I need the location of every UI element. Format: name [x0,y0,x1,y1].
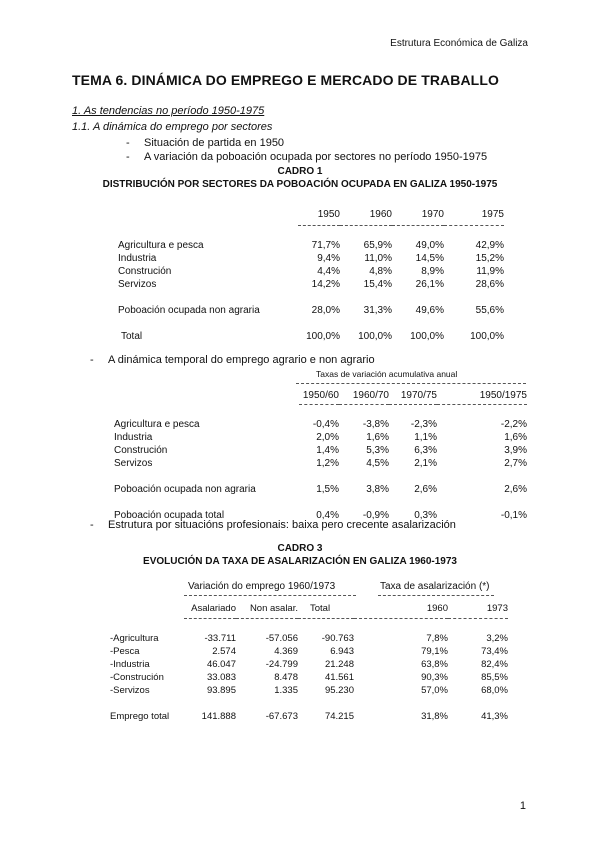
cell: 73,4% [481,645,508,657]
table1-year: 1975 [444,205,504,225]
cell: -67.673 [265,710,298,722]
cell: 2.574 [212,645,236,657]
table2 [114,388,527,522]
page-title: TEMA 6. DINÁMICA DO EMPREGO E MERCADO DE TRABALLO [72,72,499,88]
cell: 1,1% [414,431,437,443]
table-row [110,684,508,697]
cell: 63,8% [421,658,448,670]
table-row [118,330,504,343]
section-heading-1: 1. As tendencias no período 1950-1975 [72,105,265,117]
row-label: Total [121,330,143,342]
row-label: -Servizos [110,684,150,696]
cell: 1,6% [366,431,389,443]
cell: 49,6% [415,304,444,316]
cell: 6.943 [330,645,354,657]
table1-year: 1960 [340,205,392,225]
row-label: -Agricultura [110,632,159,644]
cell: 31,3% [363,304,392,316]
table2-period: 1970/75 [389,388,437,404]
cell: 2,1% [414,457,437,469]
cell: 4,8% [369,265,392,277]
cell: 8.478 [274,671,298,683]
cell: 74.215 [324,710,354,722]
cell: 100,0% [306,330,340,342]
row-label: Poboación ocupada total [114,509,225,521]
cell: 15,4% [363,278,392,290]
cell: 41,3% [481,710,508,722]
table2-period: 1960/70 [339,388,389,404]
row-label: Poboación ocupada non agraria [118,304,260,316]
cell: 8,9% [421,265,444,277]
row-label: Construción [118,265,172,277]
bullet-text: A variación da poboación ocupada por sectores no período 1950-1975 [144,151,488,163]
table3 [110,600,508,723]
table1-year: 1950 [298,205,340,225]
table-row [114,431,527,444]
row-label: Servizos [114,457,153,469]
row-label: Servizos [118,278,157,290]
bullet-text: Situación de partida en 1950 [144,137,285,149]
cell: -0,9% [362,509,389,521]
table-row [110,710,508,723]
cell: 3,9% [504,444,527,456]
cell: -2,3% [410,418,437,430]
row-label: Agricultura e pesca [118,239,204,251]
row-label: Poboación ocupada non agraria [114,483,256,495]
table-row [110,645,508,658]
cell: 15,2% [475,252,504,264]
row-label: Emprego total [110,710,170,722]
table1-year: 1970 [392,205,444,225]
row-label: Construción [114,444,168,456]
row-label: Industria [114,431,153,443]
table3-col: 1973 [448,600,508,618]
divider [296,383,526,384]
cell: 14,5% [415,252,444,264]
cell: 55,6% [475,304,504,316]
table-row [118,265,504,278]
cell: 6,3% [414,444,437,456]
table3-col: Asalariado [184,600,236,618]
cell: -24.799 [265,658,298,670]
section-heading-1-1: 1.1. A dinámica do emprego por sectores [72,121,273,133]
cell: 11,9% [476,265,504,277]
cell: 82,4% [481,658,508,670]
cell: -0,1% [500,509,527,521]
cell: 1,4% [316,444,339,456]
table-row [114,418,527,431]
cell: 65,9% [363,239,392,251]
running-header: Estrutura Económica de Galiza [390,38,528,49]
cell: -0,4% [312,418,339,430]
table3-label: CADRO 3 [277,543,323,554]
cell: 3,8% [366,483,389,495]
table3-col: 1960 [354,600,448,618]
table-row [114,444,527,457]
cell: 2,7% [504,457,527,469]
row-label: Agricultura e pesca [114,418,200,430]
cell: -33.711 [204,632,236,644]
table-row [110,671,508,684]
table1-title: DISTRIBUCIÓN POR SECTORES DA POBOACIÓN OCUPADA EN GALIZA 1950-1975 [102,179,498,190]
table-row [114,457,527,470]
cell: 21.248 [324,658,354,670]
table2-period: 1950/1975 [437,388,527,404]
cell: 49,0% [415,239,444,251]
cell: 11,0% [364,252,392,264]
page-number: 1 [519,800,526,812]
cell: 28,0% [311,304,340,316]
cell: 71,7% [311,239,340,251]
divider [378,595,494,596]
cell: 100,0% [410,330,444,342]
cell: -2,2% [500,418,527,430]
table-row [114,483,527,496]
cell: 28,6% [475,278,504,290]
cell: 0,4% [316,509,339,521]
table-row [118,239,504,252]
table-row [110,632,508,645]
cell: 95.230 [324,684,354,696]
cell: 9,4% [317,252,340,264]
cell: 42,9% [475,239,504,251]
table2-caption: Taxas de variación acumulativa anual [316,369,458,379]
cell: 7,8% [426,632,448,644]
table3-title: EVOLUCIÓN DA TAXA DE ASALARIZACIÓN EN GALIZA 1960-1973 [143,556,457,567]
table3-col: Non asalar. [236,600,298,618]
cell: 4,5% [366,457,389,469]
table-row [110,658,508,671]
table3-group2-header: Taxa de asalarización (*) [380,581,490,592]
cell: 4,4% [317,265,340,277]
cell: 85,5% [481,671,508,683]
cell: 141.888 [201,710,236,722]
cell: 1.335 [274,684,298,696]
cell: 1,2% [316,457,339,469]
cell: 100,0% [358,330,392,342]
cell: 1,5% [316,483,339,495]
cell: 3,2% [486,632,508,644]
row-label: Industria [118,252,157,264]
table1-label: CADRO 1 [277,166,323,177]
table-row [118,278,504,291]
table2-period: 1950/60 [299,388,339,404]
cell: 79,1% [421,645,448,657]
bullet-text: Estrutura por situacións profesionais: baixa pero crecente asalarización [108,519,456,531]
table-row [118,252,504,265]
cell: 100,0% [470,330,504,342]
cell: 31,8% [421,710,448,722]
cell: 41.561 [324,671,354,683]
cell: -57.056 [265,632,298,644]
cell: 33.083 [206,671,236,683]
table-row [118,304,504,317]
bullet-text: A dinámica temporal do emprego agrario e non agrario [108,354,375,366]
row-label: -Pesca [110,645,140,657]
divider [184,595,356,596]
cell: 1,6% [504,431,527,443]
cell: 26,1% [415,278,444,290]
table1 [118,205,504,343]
table3-group1-header: Variación do emprego 1960/1973 [188,581,336,592]
cell: -3,8% [362,418,389,430]
cell: 93.895 [206,684,236,696]
cell: 2,6% [414,483,437,495]
cell: 5,3% [366,444,389,456]
cell: 90,3% [421,671,448,683]
cell: 57,0% [421,684,448,696]
table3-col: Total [298,600,354,618]
cell: 68,0% [481,684,508,696]
cell: 4.369 [274,645,298,657]
cell: 46.047 [206,658,236,670]
cell: -90.763 [321,632,354,644]
cell: 2,0% [316,431,339,443]
row-label: -Industria [110,658,150,670]
cell: 2,6% [504,483,527,495]
cell: 14,2% [311,278,340,290]
row-label: -Construción [110,671,164,683]
cell: 0,3% [414,509,437,521]
